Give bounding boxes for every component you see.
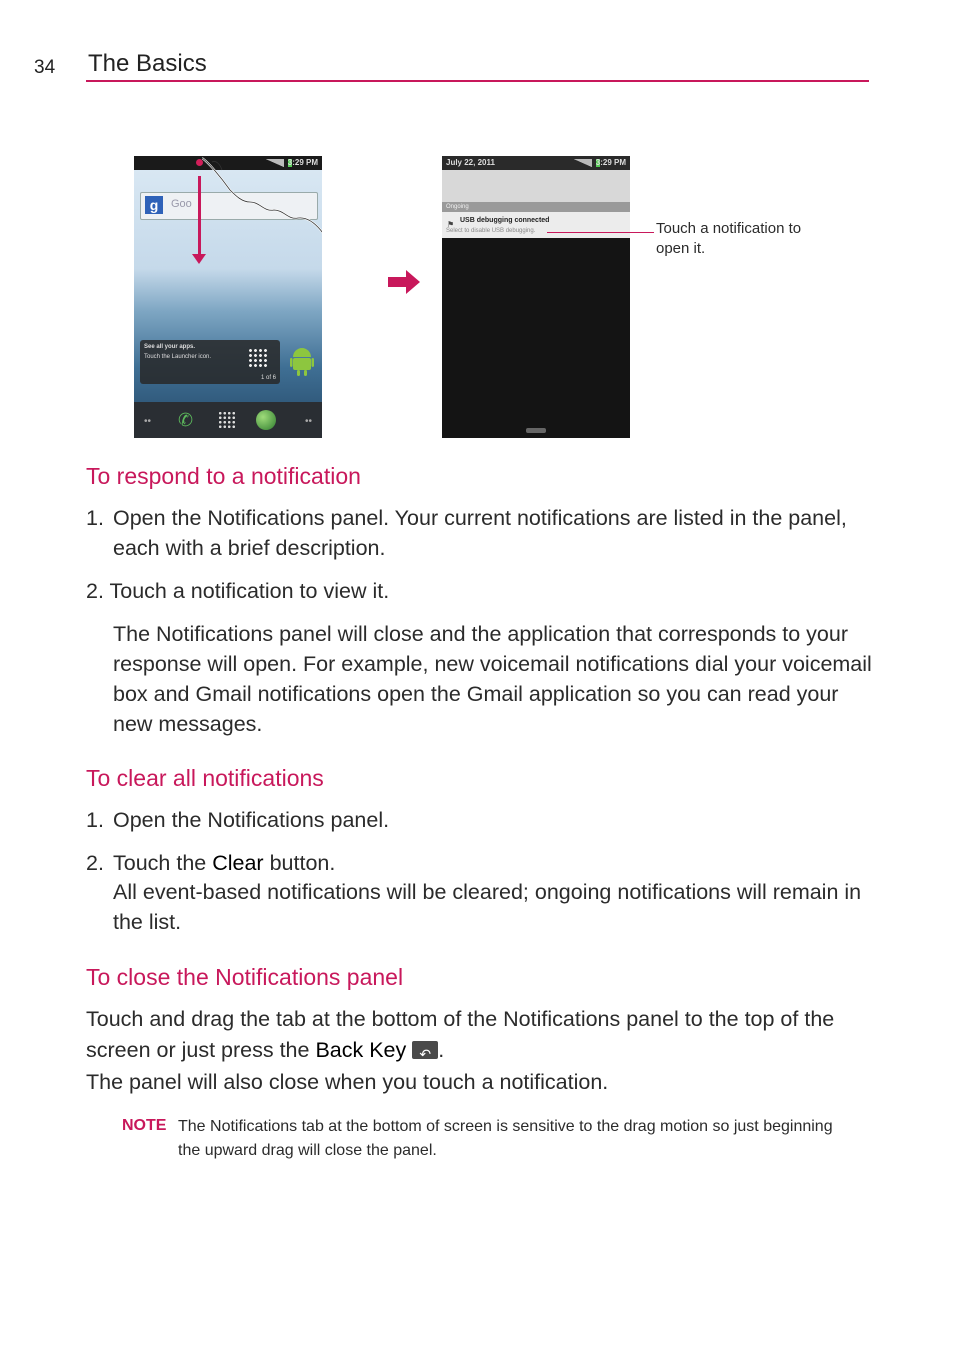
dock-dots-left-icon: •• [144,416,152,427]
browser-globe-icon [256,410,276,430]
right-arrow-icon [388,270,420,294]
notification-title: USB debugging connected [460,217,550,224]
google-logo-icon: g [145,196,163,214]
respond-detail: The Notifications panel will close and the application that corresponds to your response will open. For example, new voicemail notifications dial your voicemail box and Gmail notifications open the Gmail application so you can read your new messages. [113,622,872,736]
drag-arrow-shaft [198,176,201,256]
header-divider [86,80,869,82]
widget-title: See all your apps. [144,344,196,350]
status-bar-2 [442,156,630,170]
usb-notification-item [442,212,630,238]
usb-icon: ⚑ [447,220,455,229]
respond-step1-number: 1. [86,506,104,530]
phone-icon: ✆ [178,410,194,430]
callout-text: Touch a notification to open it. [656,220,802,257]
close-text-prefix: Touch and drag the tab at the bottom of the Notifications panel to the top of the screen or just press the [86,1007,835,1062]
panel-drag-tab [526,428,546,433]
heading-respond: To respond to a notification [86,463,361,489]
clear-step2-prefix: Touch the [113,851,213,875]
notifications-panel-image [442,156,630,438]
close-text-suffix: . [438,1038,445,1062]
widget-subtitle: Touch the Launcher icon. [144,354,212,360]
callout-leader-line [547,232,654,233]
clear-step1-number: 1. [86,808,104,832]
close-text2: The panel will also close when you touch a notification. [86,1070,609,1094]
back-key-term: Back Key [315,1038,407,1062]
clear-step2-number: 2. [86,851,104,875]
respond-step1: Open the Notifications panel. Your current notifications are listed in the panel, each with a brief description. [113,506,847,560]
close-text [86,1004,876,1066]
status-date: July 22, 2011 [446,158,495,167]
section-title: The Basics [88,50,207,77]
clear-button-term: Clear [212,851,264,875]
page-number: 34 [34,57,56,78]
status-time: 3:29 PM [287,158,318,167]
heading-clear: To clear all notifications [86,765,324,791]
status-time-2: 3:29 PM [595,158,626,167]
notification-subtitle: Select to disable USB debugging. [446,228,536,234]
dock-dots-right-icon: •• [304,416,312,427]
apps-grid-icon [218,411,236,429]
launcher-grid-icon [248,348,268,368]
respond-step2: 2. Touch a notification to view it. [86,579,390,603]
clear-step1: Open the Notifications panel. [113,808,390,832]
signal-icon-2 [574,159,592,167]
clear-step2 [113,848,873,878]
app-dock [134,402,322,438]
heading-close: To close the Notifications panel [86,964,404,990]
ongoing-label: Ongoing [442,202,630,212]
home-screen-image [134,156,322,438]
widget-page-count: 1 of 6 [260,375,276,381]
search-placeholder: Goo [171,198,192,210]
clear-step2-suffix: button. [263,851,336,875]
note-label: NOTE [122,1117,167,1134]
hand-gesture-icon [202,156,322,276]
android-robot-icon [290,346,314,376]
back-key-icon [412,1041,438,1059]
clear-step2-detail: All event-based notifications will be cleared; ongoing notifications will remain in the list. [113,880,862,934]
note-text: The Notifications tab at the bottom of screen is sensitive to the drag motion so just beginning the upward drag will close the panel. [178,1118,833,1159]
launcher-tip-widget [140,340,280,384]
